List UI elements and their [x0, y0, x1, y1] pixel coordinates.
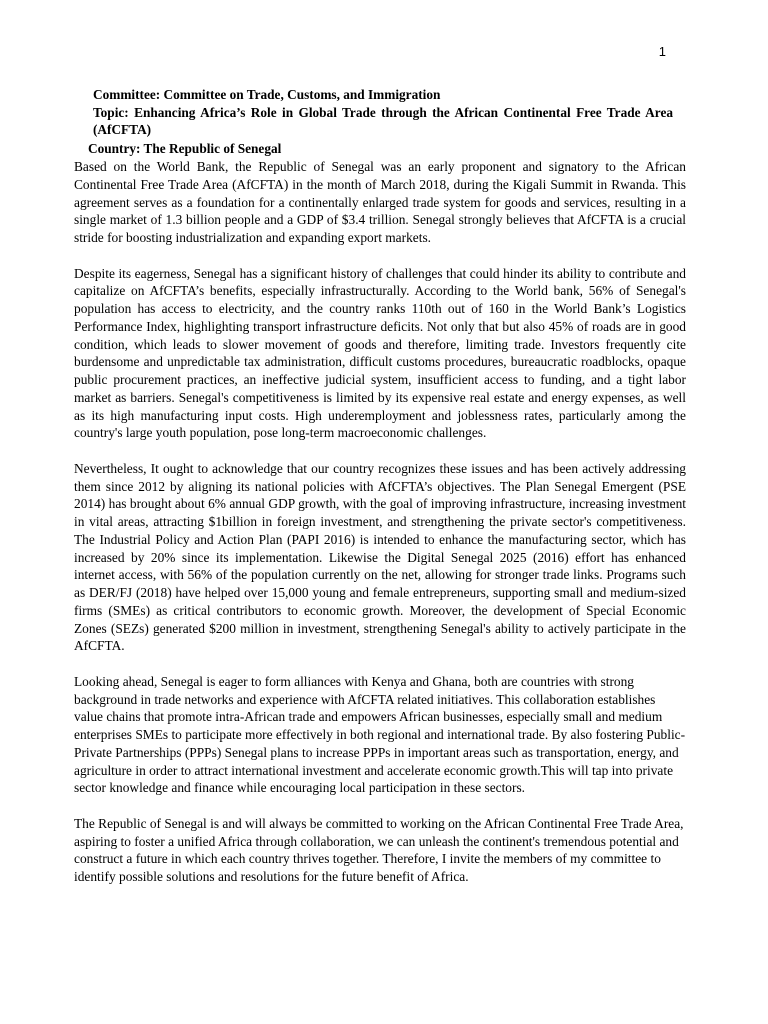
paragraph-conclusion: The Republic of Senegal is and will always be committed to working on the African Continental Free Trade Area, aspiring to foster a unified Africa through collaboration, we can unleash the continent's tremendous potential and construct a future in which each country thrives together. Therefore, I invite the members of my committee to identify possible solutions and resolutions for the future benefit of Africa. [74, 815, 684, 884]
paragraph-introduction: Based on the World Bank, the Republic of Senegal was an early proponent and signatory to the African Continental Free Trade Area (AfCFTA) in the month of March 2018, during the Kigali Summit in Rwanda. This agreement serves as a foundation for a continentally enlarged trade system for goods and services, resulting in a single market of 1.3 billion people and a GDP of $3.4 trillion. Senegal strongly believes that AfCFTA is a crucial stride for boosting industrialization and expanding export markets. [74, 159, 686, 245]
committee-heading: Committee: Committee on Trade, Customs, and Immigration [93, 87, 441, 102]
paragraph-alliances: Looking ahead, Senegal is eager to form alliances with Kenya and Ghana, both are countries with strong background in trade networks and experience with AfCFTA related initiatives. This collaboration establishes value chains that promote intra-African trade and empowers African businesses, especially small and medium enterprises SMEs to participate more effectively in both regional and international trade. By also fostering Public-Private Partnerships (PPPs) Senegal plans to increase PPPs in important areas such as transportation, energy, and agriculture in order to attract international investment and accelerate economic growth.This will tap into private sector knowledge and finance while encouraging local participation in these sectors. [74, 673, 686, 796]
topic-heading: Topic: Enhancing Africa’s Role in Global Trade through the African Continental Free Trade Area (AfCFTA) [93, 104, 673, 138]
paragraph-challenges: Despite its eagerness, Senegal has a significant history of challenges that could hinder its ability to contribute and capitalize on AfCFTA’s benefits, especially infrastructurally. According to the World bank, 56% of Senegal's population has access to electricity, and the country ranks 110th out of 160 in the World Bank’s Logistics Performance Index, highlighting transport infrastructure deficits. Not only that but also 45% of roads are in good condition, which leads to slower movement of goods and therefore, limiting trade. Investors frequently cite burdensome and unpredictable tax administration, difficult customs procedures, bureaucratic roadblocks, opaque public procurement practices, an ineffective judicial system, insufficient access to funding, and a tight labor market as barriers. Senegal's competitiveness is limited by its expensive real estate and energy expenses, as well as its high manufacturing input costs. High underemployment and joblessness rates, particularly among the country's large youth population, pose long-term macroeconomic challenges. [74, 265, 686, 441]
position-paper-body [74, 158, 686, 904]
country-heading: Country: The Republic of Senegal [88, 141, 282, 156]
header-block [93, 86, 673, 139]
paragraph-actions: Nevertheless, It ought to acknowledge that our country recognizes these issues and has been actively addressing them since 2012 by aligning its national policies with AfCFTA’s objectives. The Plan Senegal Emergent (PSE 2014) has brought about 6% annual GDP growth, with the goal of improving infrastructure, increasing investment in vital areas, attracting $1billion in foreign investment, and strengthening the private sector's competitiveness. The Industrial Policy and Action Plan (PAPI 2016) is intended to enhance the manufacturing sector, which has increased by 20% since its implementation. Likewise the Digital Senegal 2025 (2016) effort has enhanced internet access, with 56% of the population currently on the net, allowing for stronger trade links. Programs such as DER/FJ (2018) have helped over 15,000 young and female entrepreneurs, supporting small and medium-sized firms (SMEs) as critical contributors to economic growth. Moreover, the development of Special Economic Zones (SEZs) generated $200 million in investment, strengthening Senegal's ability to actively participate in the AfCFTA. [74, 460, 686, 654]
page-number: 1 [658, 44, 666, 59]
